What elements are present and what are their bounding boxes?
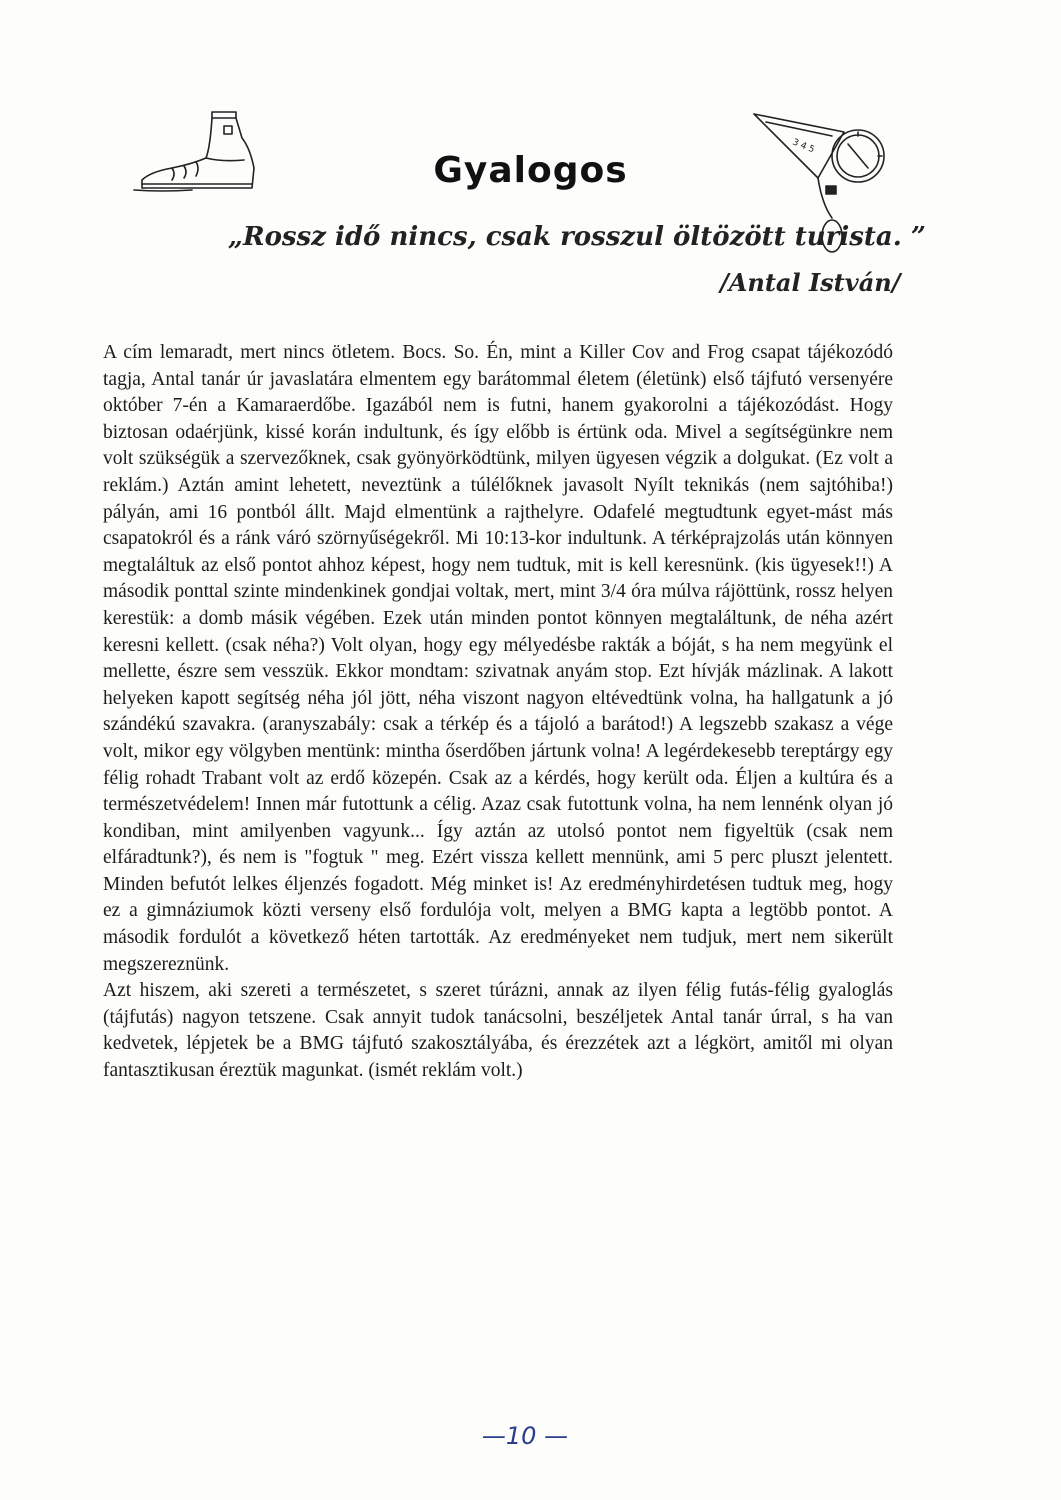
svg-text:3 4 5: 3 4 5 [790,137,816,156]
paragraph: A cím lemaradt, mert nincs ötletem. Bocs. So. Én, mint a Killer Cov and Frog csapat tájékozódó tagja, Antal tanár úr javaslatára elmentem egy barátommal életem (életünk) első tájfutó versenyére október 7-én a Kamaraerdőbe. Igazából nem is futni, hanem gyakorolni a tájékozódást. Hogy biztosan odaérjünk, kissé korán indultunk, és így előbb is értünk oda. Mivel a segítségünkre nem volt szükségük a szervezőknek, csak gyönyörködtünk, milyen ügyesen végzik a dolgukat. (Ez volt a reklám.) Aztán amint lehetett, neveztünk a túlélőknek javasolt Nyílt teknikás (nem sajtóhiba!) pályán, ami 16 pontból állt. Majd elmentünk a rajthelyre. Odafelé megtudtunk egyet-mást más csapatokról és a ránk váró szörnyűségekről. Mi 10:13-kor indultunk. A térképrajzolás után könnyen megtaláltuk az első pontot ahhoz képest, hogy nem tudtuk, mit is kell keresnünk. (kis ügyesek!!) A második ponttal szinte mindenkinek gondjai voltak, mert, mint 3/4 óra múlva rájöttünk, rossz helyen kerestük: a domb másik végében. Ezek után minden pontot könnyen megtaláltunk, de néha azért keresni kellett. (csak néha?) Volt olyan, hogy egy mélyedésbe rakták a bóját, s ha nem megyünk el mellette, észre sem vesszük. Ekkor mondtam: szivatnak anyám stop. Ezt hívják mázlinak. A lakott helyeken kapott segítség néha jól jött, néha viszont nagyon eltévedtünk volna, ha hallgatunk a jó szándékú szavakra. (aranyszabály: csak a térkép és a tájoló a barátod!) A legszebb szakasz a vége volt, mikor egy völgyben mentünk: mintha őserdőben jártunk volna! A legérdekesebb tereptárgy egy félig rohadt Trabant volt az erdő közepén. Csak az a kérdés, hogy került oda. Éljen a kultúra és a természetvédelem! Innen már futottunk a célig. Azaz csak futottunk volna, ha nem lennénk olyan jó kondiban, mint amilyenben vagyunk... Így aztán az utolsó pontot nem figyeltük (csak nem elfáradtunk?), és nem is "fogtuk " meg. Ezért vissza kellett mennünk, ami 5 perc pluszt jelentett. Minden befutót lelkes éljenzés fogadott. Még minket is! Az eredményhirdetésen tudtuk meg, hogy ez a gimnáziumok közti verseny első fordulója volt, melyen a BMG kapta a legtöbb pontot. A második fordulót a következő héten tartották. Az eredményeket nem tudjuk, mert nem sikerült megszereznünk. [103,342,893,975]
motto-quote: „Rossz idő nincs, csak rosszul öltözött turista. ” [228,222,926,252]
article-body [103,340,893,1085]
paragraph: Azt hiszem, aki szereti a természetet, s szeret túrázni, annak az ilyen félig futás-félig gyaloglás (tájfutás) nagyon tetszene. Csak annyit tudok tanácsolni, beszéljetek Antal tanár úrral, s ha van kedvetek, lépjetek be a BMG tájfutó szakosztályába, és érezzétek azt a légkört, amitől mi olyan fantasztikusan éreztük magunkat. (ismét reklám volt.) [103,980,893,1082]
page-number: —10 — [481,1422,569,1450]
article-title: Gyalogos [433,150,628,191]
quote-author: /Antal István/ [720,268,901,297]
